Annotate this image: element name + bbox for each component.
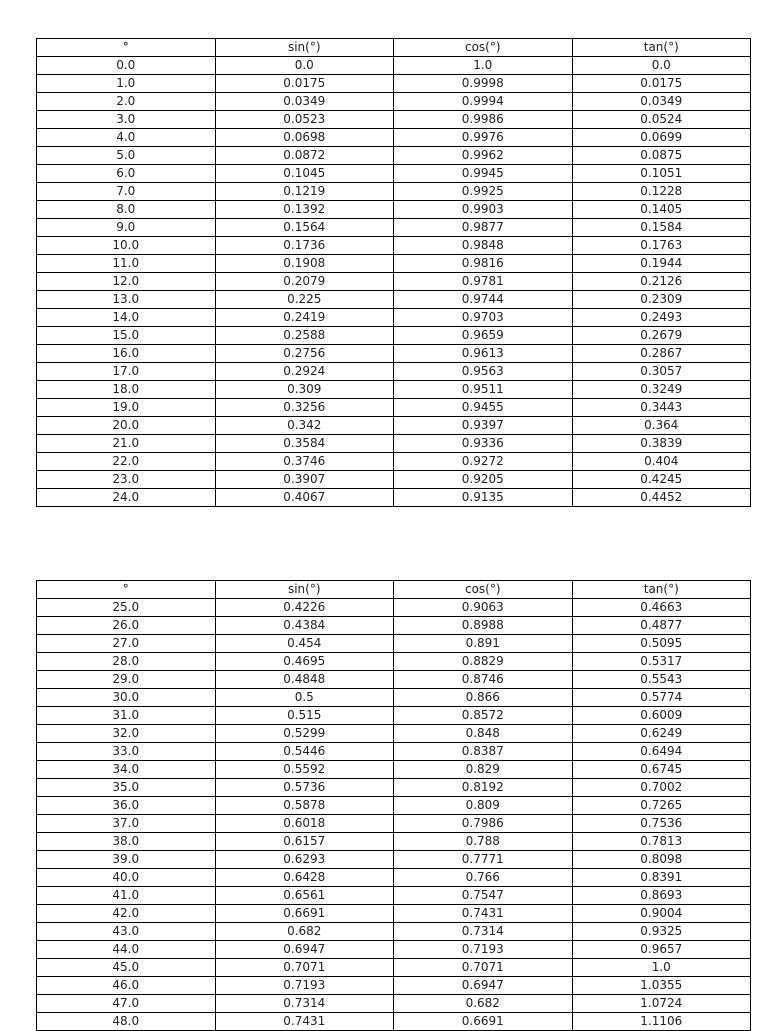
table-row (37, 255, 751, 273)
cell-degrees: 23.0 (37, 471, 216, 489)
cell-tan: 0.1944 (572, 255, 751, 273)
cell-cos: 0.8988 (394, 617, 573, 635)
cell-sin: 0.5736 (215, 779, 394, 797)
cell-cos: 0.8746 (394, 671, 573, 689)
table-row (37, 147, 751, 165)
cell-cos: 0.9397 (394, 417, 573, 435)
cell-cos: 0.9135 (394, 489, 573, 507)
cell-degrees: 13.0 (37, 291, 216, 309)
cell-sin: 0.4067 (215, 489, 394, 507)
table-row (37, 707, 751, 725)
cell-tan: 0.7265 (572, 797, 751, 815)
cell-sin: 0.4848 (215, 671, 394, 689)
table-row (37, 689, 751, 707)
cell-sin: 0.5299 (215, 725, 394, 743)
cell-degrees: 4.0 (37, 129, 216, 147)
cell-degrees: 9.0 (37, 219, 216, 237)
cell-cos: 0.8192 (394, 779, 573, 797)
cell-sin: 0.3584 (215, 435, 394, 453)
cell-degrees: 28.0 (37, 653, 216, 671)
table-row (37, 237, 751, 255)
cell-tan: 0.8693 (572, 887, 751, 905)
column-header-tan: tan(°) (572, 581, 751, 599)
cell-tan: 0.2126 (572, 273, 751, 291)
cell-tan: 0.7536 (572, 815, 751, 833)
cell-tan: 0.5317 (572, 653, 751, 671)
cell-cos: 0.9205 (394, 471, 573, 489)
table-row (37, 941, 751, 959)
cell-tan: 0.364 (572, 417, 751, 435)
cell-cos: 0.7771 (394, 851, 573, 869)
cell-tan: 1.0724 (572, 995, 751, 1013)
cell-degrees: 6.0 (37, 165, 216, 183)
cell-tan: 0.0175 (572, 75, 751, 93)
cell-sin: 0.3746 (215, 453, 394, 471)
cell-cos: 1.0 (394, 57, 573, 75)
cell-cos: 0.9877 (394, 219, 573, 237)
cell-tan: 0.5095 (572, 635, 751, 653)
cell-degrees: 2.0 (37, 93, 216, 111)
cell-degrees: 15.0 (37, 327, 216, 345)
cell-degrees: 22.0 (37, 453, 216, 471)
cell-sin: 0.515 (215, 707, 394, 725)
cell-sin: 0.7193 (215, 977, 394, 995)
cell-degrees: 16.0 (37, 345, 216, 363)
table-row (37, 851, 751, 869)
table-row (37, 797, 751, 815)
cell-degrees: 44.0 (37, 941, 216, 959)
cell-sin: 0.3907 (215, 471, 394, 489)
column-header-tan: tan(°) (572, 39, 751, 57)
cell-sin: 0.7071 (215, 959, 394, 977)
table-row (37, 363, 751, 381)
table-row (37, 435, 751, 453)
cell-cos: 0.8829 (394, 653, 573, 671)
cell-sin: 0.682 (215, 923, 394, 941)
cell-degrees: 32.0 (37, 725, 216, 743)
cell-degrees: 17.0 (37, 363, 216, 381)
cell-degrees: 30.0 (37, 689, 216, 707)
table-row (37, 93, 751, 111)
cell-degrees: 21.0 (37, 435, 216, 453)
cell-cos: 0.9976 (394, 129, 573, 147)
cell-tan: 0.0524 (572, 111, 751, 129)
cell-sin: 0.454 (215, 635, 394, 653)
cell-cos: 0.9986 (394, 111, 573, 129)
cell-cos: 0.866 (394, 689, 573, 707)
cell-tan: 0.7002 (572, 779, 751, 797)
column-header-degrees: ° (37, 39, 216, 57)
cell-sin: 0.1392 (215, 201, 394, 219)
cell-sin: 0.5878 (215, 797, 394, 815)
cell-cos: 0.9925 (394, 183, 573, 201)
header-row (37, 581, 751, 599)
cell-degrees: 37.0 (37, 815, 216, 833)
cell-sin: 0.342 (215, 417, 394, 435)
table-row (37, 381, 751, 399)
cell-degrees: 27.0 (37, 635, 216, 653)
table-row (37, 489, 751, 507)
cell-degrees: 35.0 (37, 779, 216, 797)
cell-tan: 0.4245 (572, 471, 751, 489)
cell-cos: 0.9659 (394, 327, 573, 345)
column-header-sin: sin(°) (215, 581, 394, 599)
cell-tan: 0.2679 (572, 327, 751, 345)
cell-sin: 0.6561 (215, 887, 394, 905)
cell-sin: 0.0523 (215, 111, 394, 129)
cell-cos: 0.788 (394, 833, 573, 851)
cell-tan: 0.4452 (572, 489, 751, 507)
cell-cos: 0.829 (394, 761, 573, 779)
cell-cos: 0.7071 (394, 959, 573, 977)
cell-tan: 0.1051 (572, 165, 751, 183)
table-row (37, 743, 751, 761)
cell-sin: 0.6157 (215, 833, 394, 851)
cell-tan: 0.3839 (572, 435, 751, 453)
cell-cos: 0.682 (394, 995, 573, 1013)
cell-sin: 0.5446 (215, 743, 394, 761)
cell-tan: 0.0 (572, 57, 751, 75)
cell-cos: 0.9703 (394, 309, 573, 327)
cell-cos: 0.9272 (394, 453, 573, 471)
cell-cos: 0.809 (394, 797, 573, 815)
cell-tan: 0.9004 (572, 905, 751, 923)
cell-sin: 0.0175 (215, 75, 394, 93)
column-header-degrees: ° (37, 581, 216, 599)
cell-degrees: 46.0 (37, 977, 216, 995)
cell-degrees: 33.0 (37, 743, 216, 761)
cell-sin: 0.2924 (215, 363, 394, 381)
cell-tan: 0.6009 (572, 707, 751, 725)
cell-degrees: 48.0 (37, 1013, 216, 1031)
table-row (37, 653, 751, 671)
cell-degrees: 11.0 (37, 255, 216, 273)
cell-sin: 0.3256 (215, 399, 394, 417)
table-row (37, 635, 751, 653)
column-header-cos: cos(°) (394, 581, 573, 599)
cell-cos: 0.766 (394, 869, 573, 887)
table-row (37, 833, 751, 851)
table-row (37, 399, 751, 417)
table-row (37, 905, 751, 923)
cell-degrees: 0.0 (37, 57, 216, 75)
cell-tan: 1.1106 (572, 1013, 751, 1031)
cell-degrees: 14.0 (37, 309, 216, 327)
cell-tan: 1.0355 (572, 977, 751, 995)
cell-tan: 0.9657 (572, 941, 751, 959)
table-row (37, 887, 751, 905)
table-row (37, 671, 751, 689)
table-row (37, 201, 751, 219)
cell-tan: 0.2309 (572, 291, 751, 309)
cell-degrees: 29.0 (37, 671, 216, 689)
cell-cos: 0.6691 (394, 1013, 573, 1031)
cell-sin: 0.2588 (215, 327, 394, 345)
cell-degrees: 24.0 (37, 489, 216, 507)
cell-degrees: 18.0 (37, 381, 216, 399)
cell-tan: 0.1584 (572, 219, 751, 237)
table-body (37, 57, 751, 507)
cell-cos: 0.9455 (394, 399, 573, 417)
cell-tan: 0.0875 (572, 147, 751, 165)
cell-degrees: 1.0 (37, 75, 216, 93)
cell-degrees: 43.0 (37, 923, 216, 941)
cell-sin: 0.6428 (215, 869, 394, 887)
cell-sin: 0.1908 (215, 255, 394, 273)
cell-sin: 0.1219 (215, 183, 394, 201)
cell-degrees: 3.0 (37, 111, 216, 129)
cell-degrees: 19.0 (37, 399, 216, 417)
column-header-sin: sin(°) (215, 39, 394, 57)
table-row (37, 977, 751, 995)
cell-sin: 0.6018 (215, 815, 394, 833)
cell-cos: 0.7193 (394, 941, 573, 959)
cell-tan: 0.6249 (572, 725, 751, 743)
cell-sin: 0.0349 (215, 93, 394, 111)
cell-degrees: 41.0 (37, 887, 216, 905)
cell-degrees: 34.0 (37, 761, 216, 779)
cell-tan: 0.3057 (572, 363, 751, 381)
cell-sin: 0.5 (215, 689, 394, 707)
column-header-cos: cos(°) (394, 39, 573, 57)
cell-tan: 0.8098 (572, 851, 751, 869)
cell-cos: 0.9744 (394, 291, 573, 309)
cell-sin: 0.1045 (215, 165, 394, 183)
cell-sin: 0.5592 (215, 761, 394, 779)
table-row (37, 453, 751, 471)
cell-tan: 0.8391 (572, 869, 751, 887)
cell-cos: 0.9511 (394, 381, 573, 399)
cell-cos: 0.891 (394, 635, 573, 653)
cell-tan: 0.9325 (572, 923, 751, 941)
cell-sin: 0.2079 (215, 273, 394, 291)
cell-tan: 0.6494 (572, 743, 751, 761)
header-row (37, 39, 751, 57)
table-row (37, 309, 751, 327)
cell-cos: 0.9945 (394, 165, 573, 183)
table-row (37, 129, 751, 147)
cell-sin: 0.4384 (215, 617, 394, 635)
cell-cos: 0.9994 (394, 93, 573, 111)
cell-degrees: 26.0 (37, 617, 216, 635)
cell-sin: 0.6947 (215, 941, 394, 959)
cell-degrees: 31.0 (37, 707, 216, 725)
cell-tan: 0.0349 (572, 93, 751, 111)
trig-table-1 (36, 38, 751, 507)
cell-degrees: 36.0 (37, 797, 216, 815)
table-row (37, 761, 751, 779)
cell-tan: 0.404 (572, 453, 751, 471)
cell-degrees: 39.0 (37, 851, 216, 869)
table-row (37, 165, 751, 183)
table-row (37, 995, 751, 1013)
cell-sin: 0.7431 (215, 1013, 394, 1031)
cell-cos: 0.9336 (394, 435, 573, 453)
cell-tan: 0.1763 (572, 237, 751, 255)
cell-tan: 0.5774 (572, 689, 751, 707)
cell-cos: 0.8572 (394, 707, 573, 725)
cell-sin: 0.0872 (215, 147, 394, 165)
cell-degrees: 12.0 (37, 273, 216, 291)
cell-degrees: 5.0 (37, 147, 216, 165)
cell-cos: 0.8387 (394, 743, 573, 761)
table-row (37, 417, 751, 435)
table-row (37, 471, 751, 489)
cell-tan: 0.1405 (572, 201, 751, 219)
table-row (37, 779, 751, 797)
cell-cos: 0.7986 (394, 815, 573, 833)
cell-sin: 0.1564 (215, 219, 394, 237)
cell-sin: 0.4226 (215, 599, 394, 617)
cell-cos: 0.9563 (394, 363, 573, 381)
cell-cos: 0.9962 (394, 147, 573, 165)
cell-degrees: 47.0 (37, 995, 216, 1013)
cell-tan: 1.0 (572, 959, 751, 977)
table-row (37, 291, 751, 309)
cell-cos: 0.7314 (394, 923, 573, 941)
cell-sin: 0.2756 (215, 345, 394, 363)
cell-tan: 0.3249 (572, 381, 751, 399)
table-body (37, 599, 751, 1031)
cell-tan: 0.4877 (572, 617, 751, 635)
cell-degrees: 40.0 (37, 869, 216, 887)
cell-sin: 0.4695 (215, 653, 394, 671)
table-row (37, 923, 751, 941)
cell-sin: 0.309 (215, 381, 394, 399)
cell-degrees: 20.0 (37, 417, 216, 435)
cell-tan: 0.2867 (572, 345, 751, 363)
cell-cos: 0.7547 (394, 887, 573, 905)
cell-tan: 0.2493 (572, 309, 751, 327)
cell-cos: 0.848 (394, 725, 573, 743)
cell-sin: 0.6293 (215, 851, 394, 869)
table-row (37, 869, 751, 887)
cell-sin: 0.2419 (215, 309, 394, 327)
cell-cos: 0.9816 (394, 255, 573, 273)
table-row (37, 75, 751, 93)
cell-sin: 0.7314 (215, 995, 394, 1013)
cell-degrees: 8.0 (37, 201, 216, 219)
cell-degrees: 7.0 (37, 183, 216, 201)
table-row (37, 57, 751, 75)
cell-tan: 0.7813 (572, 833, 751, 851)
cell-degrees: 42.0 (37, 905, 216, 923)
cell-degrees: 25.0 (37, 599, 216, 617)
table-row (37, 617, 751, 635)
cell-sin: 0.0698 (215, 129, 394, 147)
cell-sin: 0.225 (215, 291, 394, 309)
cell-cos: 0.9998 (394, 75, 573, 93)
cell-tan: 0.5543 (572, 671, 751, 689)
cell-tan: 0.1228 (572, 183, 751, 201)
table-row (37, 273, 751, 291)
table-row (37, 725, 751, 743)
cell-sin: 0.0 (215, 57, 394, 75)
cell-cos: 0.9613 (394, 345, 573, 363)
cell-cos: 0.6947 (394, 977, 573, 995)
table-row (37, 327, 751, 345)
table-row (37, 111, 751, 129)
table-row (37, 219, 751, 237)
table-row (37, 815, 751, 833)
cell-tan: 0.3443 (572, 399, 751, 417)
table-row (37, 345, 751, 363)
table-row (37, 1013, 751, 1031)
cell-cos: 0.9063 (394, 599, 573, 617)
table-row (37, 599, 751, 617)
cell-sin: 0.6691 (215, 905, 394, 923)
table-row (37, 959, 751, 977)
cell-degrees: 10.0 (37, 237, 216, 255)
cell-tan: 0.4663 (572, 599, 751, 617)
cell-tan: 0.0699 (572, 129, 751, 147)
cell-cos: 0.7431 (394, 905, 573, 923)
cell-degrees: 45.0 (37, 959, 216, 977)
cell-cos: 0.9781 (394, 273, 573, 291)
cell-degrees: 38.0 (37, 833, 216, 851)
table-row (37, 183, 751, 201)
cell-cos: 0.9903 (394, 201, 573, 219)
cell-sin: 0.1736 (215, 237, 394, 255)
cell-tan: 0.6745 (572, 761, 751, 779)
trig-table-2 (36, 580, 751, 1031)
cell-cos: 0.9848 (394, 237, 573, 255)
